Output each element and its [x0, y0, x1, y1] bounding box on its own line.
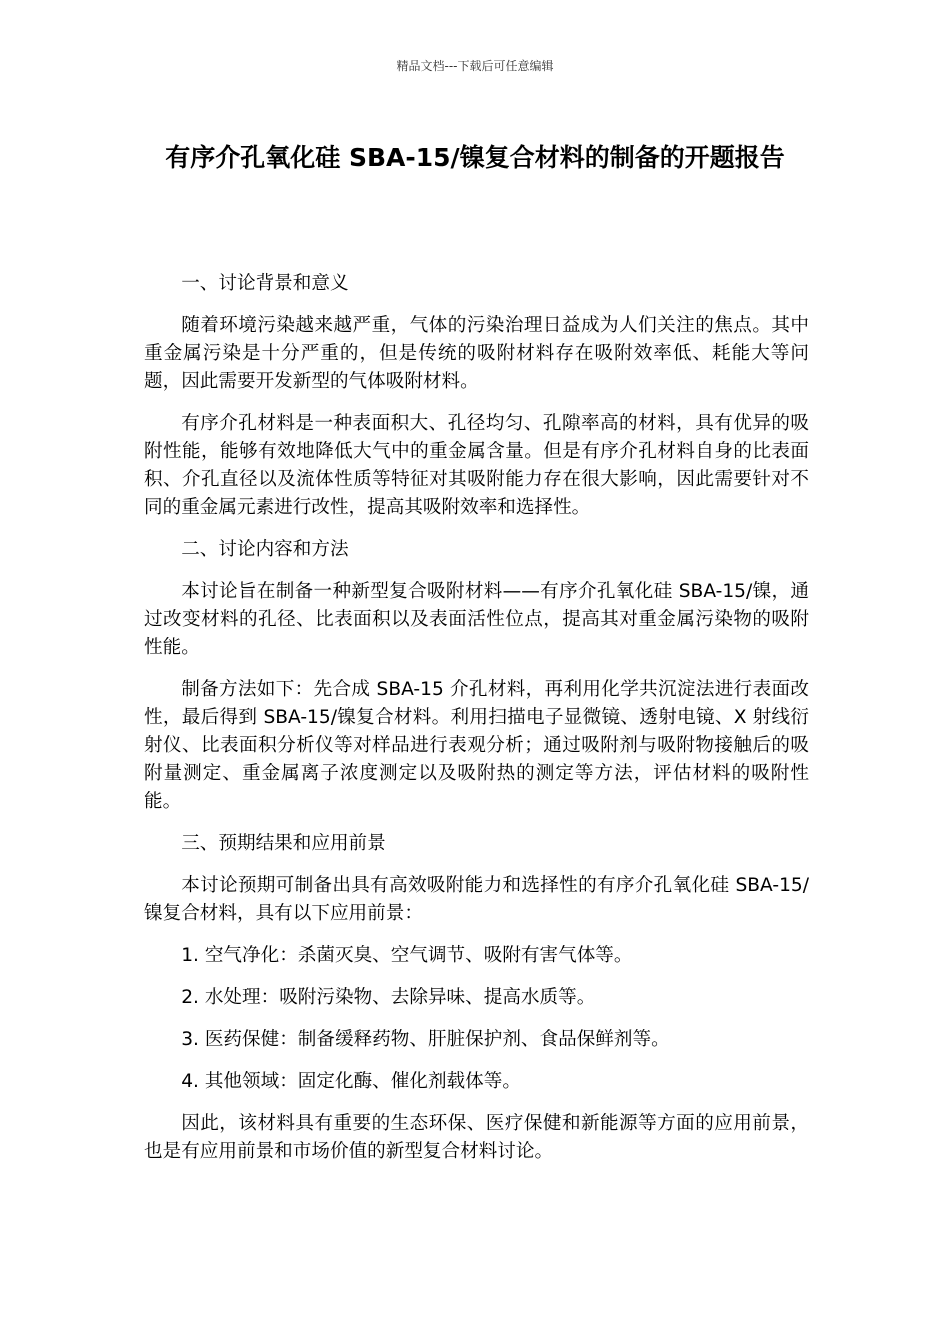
- section-1-heading: 一、讨论背景和意义: [181, 273, 349, 294]
- page-header: 精品文档---下载后可任意编辑: [396, 59, 554, 73]
- document-body: [144, 270, 809, 1180]
- section-3-heading: 三、预期结果和应用前景: [181, 833, 386, 854]
- section-2-paragraph-1: 本讨论旨在制备一种新型复合吸附材料——有序介孔氧化硅 SBA-15/镍，通过改变材料的孔径、比表面积以及表面活性位点，提高其对重金属污染物的吸附性能。: [144, 581, 809, 658]
- list-item: 1. 空气净化：杀菌灭臭、空气调节、吸附有害气体等。: [181, 945, 633, 966]
- document-title: 有序介孔氧化硅 SBA-15/镍复合材料的制备的开题报告: [165, 143, 785, 172]
- section-1-paragraph-1: 随着环境污染越来越严重，气体的污染治理日益成为人们关注的焦点。其中重金属污染是十分严重的，但是传统的吸附材料存在吸附效率低、耗能大等问题，因此需要开发新型的气体吸附材料。: [144, 315, 809, 392]
- list-item: 4. 其他领域：固定化酶、催化剂载体等。: [181, 1071, 521, 1092]
- section-2-heading: 二、讨论内容和方法: [181, 539, 349, 560]
- list-item: 2. 水处理：吸附污染物、去除异味、提高水质等。: [181, 987, 596, 1008]
- list-item: 3. 医药保健：制备缓释药物、肝脏保护剂、食品保鲜剂等。: [181, 1029, 670, 1050]
- section-3-paragraph-1: 本讨论预期可制备出具有高效吸附能力和选择性的有序介孔氧化硅 SBA-15/镍复合材料，具有以下应用前景：: [144, 875, 809, 924]
- section-2-paragraph-2: 制备方法如下：先合成 SBA-15 介孔材料，再利用化学共沉淀法进行表面改性，最后得到 SBA-15/镍复合材料。利用扫描电子显微镜、透射电镜、X 射线衍射仪、比表面积分析仪等对样品进行表观分析；通过吸附剂与吸附物接触后的吸附量测定、重金属离子浓度测定以及吸附热的测定等方法，评估材料的吸附性能。: [144, 679, 809, 812]
- section-3-conclusion: 因此，该材料具有重要的生态环保、医疗保健和新能源等方面的应用前景，也是有应用前景和市场价值的新型复合材料讨论。: [144, 1113, 809, 1162]
- section-1-paragraph-2: 有序介孔材料是一种表面积大、孔径均匀、孔隙率高的材料，具有优异的吸附性能，能够有效地降低大气中的重金属含量。但是有序介孔材料自身的比表面积、介孔直径以及流体性质等特征对其吸附能力存在很大影响，因此需要针对不同的重金属元素进行改性，提高其吸附效率和选择性。: [144, 413, 809, 518]
